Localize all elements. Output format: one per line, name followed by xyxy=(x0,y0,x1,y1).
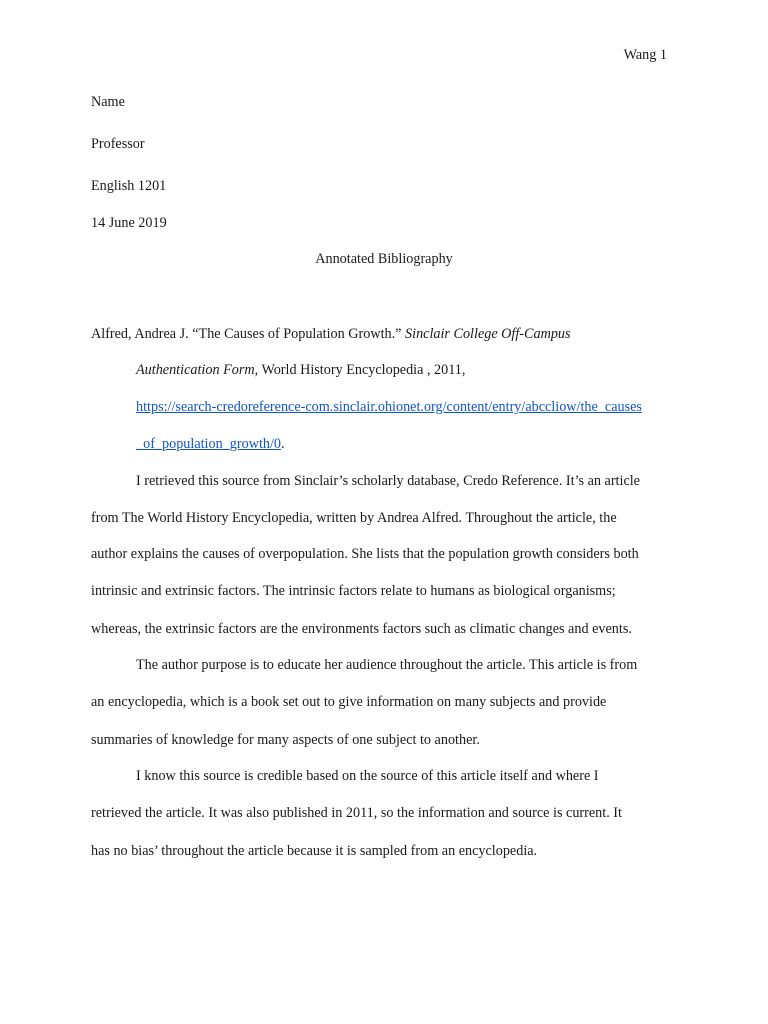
paragraph-2-line-2: an encyclopedia, which is a book set out to give information on many subjects and provide xyxy=(91,694,607,710)
paragraph-1-line-2: from The World History Encyclopedia, written by Andrea Alfred. Throughout the article, the xyxy=(91,510,617,526)
student-name: Name xyxy=(91,94,125,110)
citation-publisher-year: , World History Encyclopedia , 2011, xyxy=(254,362,466,378)
citation-line-3 xyxy=(136,398,642,416)
citation-url-link-part1[interactable]: https://search-credoreference-com.sinclair.ohionet.org/content/entry/abccliow/the_causes xyxy=(136,399,642,415)
paragraph-1-line-5: whereas, the extrinsic factors are the environments factors such as climatic changes and events. xyxy=(91,621,632,637)
citation-url-end: . xyxy=(281,436,285,452)
paragraph-3-line-3: has no bias’ throughout the article because it is sampled from an encyclopedia. xyxy=(91,843,538,859)
paragraph-3-line-2: retrieved the article. It was also published in 2011, so the information and source is current. It xyxy=(91,805,622,821)
page-title: Annotated Bibliography xyxy=(315,251,453,267)
citation-author-title: Alfred, Andrea J. “The Causes of Population Growth.” xyxy=(91,326,406,342)
course-name: English 1201 xyxy=(91,178,167,194)
citation-line-1 xyxy=(91,325,571,343)
citation-url-link-part2[interactable]: _of_population_growth/0 xyxy=(136,436,282,452)
citation-container-part2: Authentication Form xyxy=(136,362,255,378)
citation-container-part1: Sinclair College Off-Campus xyxy=(405,326,571,342)
page-header-number: Wang 1 xyxy=(623,47,667,63)
citation-line-2 xyxy=(136,361,465,379)
paragraph-3-line-1: I know this source is credible based on the source of this article itself and where I xyxy=(136,768,599,784)
date: 14 June 2019 xyxy=(91,215,167,231)
paragraph-2-line-3: summaries of knowledge for many aspects of one subject to another. xyxy=(91,732,480,748)
paragraph-1-line-1: I retrieved this source from Sinclair’s scholarly database, Credo Reference. It’s an article xyxy=(136,473,640,489)
professor-name: Professor xyxy=(91,136,145,152)
paragraph-1-line-3: author explains the causes of overpopulation. She lists that the population growth considers both xyxy=(91,546,639,562)
paragraph-1-line-4: intrinsic and extrinsic factors. The intrinsic factors relate to humans as biological organisms; xyxy=(91,583,616,599)
citation-line-4 xyxy=(136,435,285,453)
paragraph-2-line-1: The author purpose is to educate her audience throughout the article. This article is from xyxy=(136,657,638,673)
